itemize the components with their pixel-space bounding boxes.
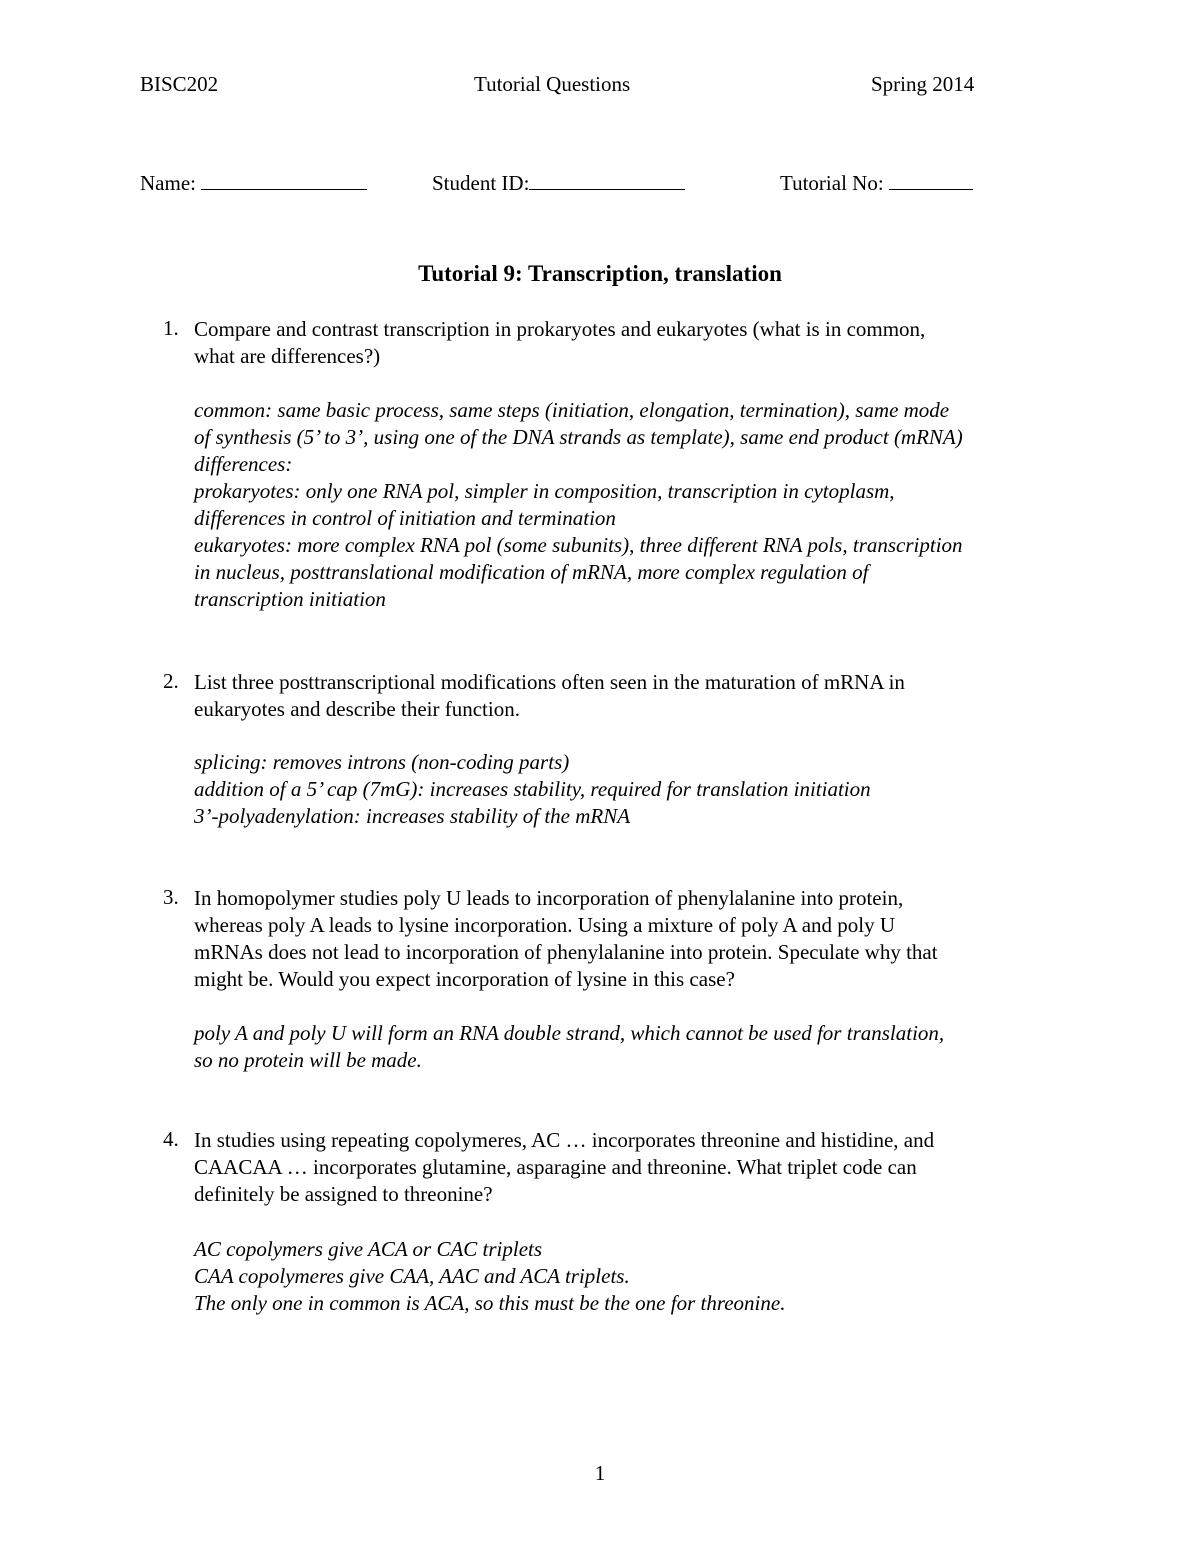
question-line: what are differences?)	[194, 344, 381, 368]
answer-4-text	[194, 1236, 1074, 1317]
header-course: BISC202	[140, 72, 219, 96]
question-4-text	[194, 1127, 1074, 1208]
question-3-text	[194, 885, 1074, 993]
question-2-text	[194, 669, 1074, 723]
answer-2-text	[194, 749, 1074, 830]
question-line: In homopolymer studies poly U leads to incorporation of phenylalanine into protein,	[194, 886, 904, 910]
header-term: Spring 2014	[871, 72, 975, 96]
question-number: 2.	[163, 669, 179, 693]
tutorial-no-blank	[889, 169, 973, 190]
question-line: In studies using repeating copolymeres, AC … incorporates threonine and histidine, and	[194, 1128, 935, 1152]
question-number: 4.	[163, 1127, 179, 1151]
question-line: Compare and contrast transcription in prokaryotes and eukaryotes (what is in common,	[194, 317, 926, 341]
answer-line: eukaryotes: more complex RNA pol (some subunits), three different RNA pols, transcription	[194, 533, 963, 557]
question-line: definitely be assigned to threonine?	[194, 1182, 493, 1206]
name-blank	[201, 169, 367, 190]
answer-line: The only one in common is ACA, so this must be the one for threonine.	[194, 1291, 786, 1315]
answer-line: transcription initiation	[194, 587, 386, 611]
question-number: 3.	[163, 885, 179, 909]
name-field	[140, 169, 367, 196]
answer-line: common: same basic process, same steps (initiation, elongation, termination), same mode	[194, 398, 950, 422]
question-1-text	[194, 316, 1074, 370]
page-number: 1	[594, 1461, 606, 1485]
question-line: CAACAA … incorporates glutamine, asparagine and threonine. What triplet code can	[194, 1155, 917, 1179]
student-fields-row	[140, 169, 1000, 199]
answer-line: splicing: removes introns (non-coding parts)	[194, 750, 570, 774]
question-line: might be. Would you expect incorporation of lysine in this case?	[194, 967, 735, 991]
name-label: Name:	[140, 171, 196, 195]
student-id-field	[432, 169, 685, 196]
header-doc-type: Tutorial Questions	[474, 72, 631, 96]
answer-line: differences in control of initiation and termination	[194, 506, 616, 530]
student-id-label: Student ID:	[432, 171, 530, 195]
answer-line: 3’-polyadenylation: increases stability of the mRNA	[194, 804, 631, 828]
question-line: mRNAs does not lead to incorporation of phenylalanine into protein. Speculate why that	[194, 940, 938, 964]
tutorial-no-field	[780, 169, 973, 196]
answer-3-text	[194, 1020, 1074, 1074]
answer-1-text	[194, 397, 1074, 613]
answer-line: differences:	[194, 452, 293, 476]
student-id-blank	[529, 169, 685, 190]
tutorial-no-label: Tutorial No:	[780, 171, 884, 195]
answer-line: prokaryotes: only one RNA pol, simpler in composition, transcription in cytoplasm,	[194, 479, 895, 503]
question-number: 1.	[163, 316, 179, 340]
answer-line: CAA copolymeres give CAA, AAC and ACA triplets.	[194, 1264, 630, 1288]
question-line: eukaryotes and describe their function.	[194, 697, 520, 721]
question-line: List three posttranscriptional modifications often seen in the maturation of mRNA in	[194, 670, 905, 694]
answer-line: in nucleus, posttranslational modification of mRNA, more complex regulation of	[194, 560, 869, 584]
answer-line: addition of a 5’ cap (7mG): increases stability, required for translation initiation	[194, 777, 871, 801]
question-line: whereas poly A leads to lysine incorporation. Using a mixture of poly A and poly U	[194, 913, 896, 937]
answer-line: poly A and poly U will form an RNA double strand, which cannot be used for translation,	[194, 1021, 945, 1045]
answer-line: of synthesis (5’ to 3’, using one of the DNA strands as template), same end product (mRNA)	[194, 425, 963, 449]
answer-line: AC copolymers give ACA or CAC triplets	[194, 1237, 543, 1261]
page-title: Tutorial 9: Transcription, translation	[418, 261, 782, 286]
answer-line: so no protein will be made.	[194, 1048, 422, 1072]
